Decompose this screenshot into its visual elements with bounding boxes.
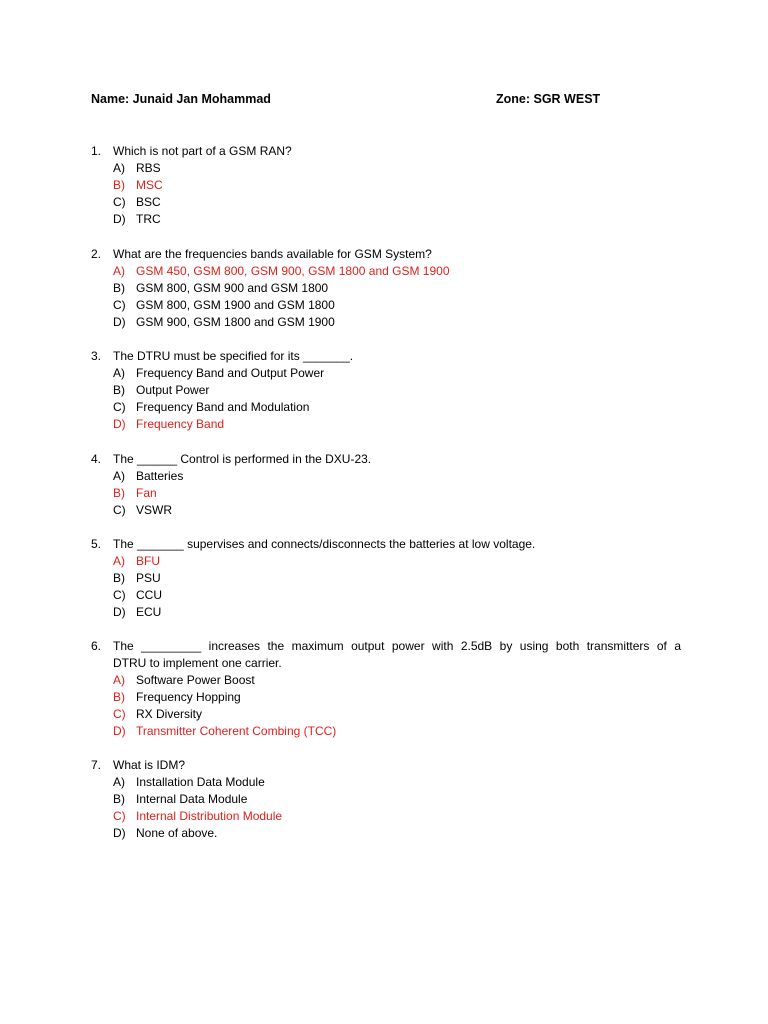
option-d <box>91 211 681 228</box>
option-text: Frequency Band and Modulation <box>136 400 310 414</box>
option-a <box>91 774 681 791</box>
option-letter: B) <box>113 486 125 500</box>
option-a-marked-answer <box>91 263 681 280</box>
option-text: Transmitter Coherent Combing (TCC) <box>136 724 337 738</box>
option-letter: B) <box>113 383 125 397</box>
question-number: 1. <box>91 144 102 158</box>
option-letter: C) <box>113 400 126 414</box>
option-text: GSM 800, GSM 900 and GSM 1800 <box>136 281 329 295</box>
option-a-marked-answer <box>91 553 681 570</box>
option-text: TRC <box>136 212 161 226</box>
option-c <box>91 706 681 723</box>
option-letter: C) <box>113 809 126 823</box>
option-letter: A) <box>113 673 125 687</box>
option-text: Internal Data Module <box>136 792 248 806</box>
question-number: 2. <box>91 247 102 261</box>
option-text: Batteries <box>136 469 184 483</box>
question-text: The DTRU must be specified for its _______. <box>113 349 354 363</box>
question-5 <box>91 536 681 621</box>
student-name: Name: Junaid Jan Mohammad <box>91 92 271 106</box>
option-letter: C) <box>113 707 126 721</box>
option-text: BFU <box>136 554 160 568</box>
option-text: GSM 800, GSM 1900 and GSM 1800 <box>136 298 335 312</box>
option-letter: D) <box>113 315 126 329</box>
question-text: The _______ supervises and connects/disconnects the batteries at low voltage. <box>113 537 536 551</box>
option-c <box>91 297 681 314</box>
question-2 <box>91 246 681 331</box>
question-number: 4. <box>91 452 102 466</box>
option-c <box>91 502 681 519</box>
option-letter: C) <box>113 503 126 517</box>
question-number: 6. <box>91 639 102 653</box>
option-d <box>91 314 681 331</box>
option-letter: D) <box>113 724 126 738</box>
option-letter: A) <box>113 366 125 380</box>
option-text: MSC <box>136 178 163 192</box>
option-c <box>91 194 681 211</box>
zone-label: Zone: SGR WEST <box>496 92 601 106</box>
question-text-line-2: DTRU to implement one carrier. <box>113 656 282 670</box>
option-text: Frequency Band and Output Power <box>136 366 325 380</box>
option-letter: B) <box>113 690 125 704</box>
option-text: Internal Distribution Module <box>136 809 283 823</box>
option-a <box>91 160 681 177</box>
option-d <box>91 825 681 842</box>
option-letter: D) <box>113 605 126 619</box>
question-text-line-1: The _________ increases the maximum output power with 2.5dB by using both transmitters of a <box>113 639 681 653</box>
option-letter: B) <box>113 792 125 806</box>
option-text: RBS <box>136 161 161 175</box>
question-stem <box>91 638 681 655</box>
option-a <box>91 672 681 689</box>
option-b <box>91 570 681 587</box>
option-letter: A) <box>113 264 125 278</box>
option-letter: B) <box>113 178 125 192</box>
question-stem <box>91 757 681 774</box>
page-header <box>91 92 691 109</box>
question-stem <box>91 348 681 365</box>
option-c-marked-answer <box>91 808 681 825</box>
option-c <box>91 587 681 604</box>
option-b <box>91 791 681 808</box>
option-b-marked-answer <box>91 485 681 502</box>
option-text: Software Power Boost <box>136 673 255 687</box>
option-text: Output Power <box>136 383 210 397</box>
question-number: 7. <box>91 758 102 772</box>
option-b <box>91 689 681 706</box>
option-text: RX Diversity <box>136 707 203 721</box>
option-text: ECU <box>136 605 162 619</box>
option-letter: C) <box>113 298 126 312</box>
option-letter: A) <box>113 161 125 175</box>
option-text: GSM 900, GSM 1800 and GSM 1900 <box>136 315 335 329</box>
option-letter: A) <box>113 469 125 483</box>
question-3 <box>91 348 681 433</box>
option-text: CCU <box>136 588 162 602</box>
question-text: The ______ Control is performed in the DXU-23. <box>113 452 372 466</box>
option-letter: B) <box>113 571 125 585</box>
option-letter: A) <box>113 554 125 568</box>
option-d-marked-answer <box>91 723 681 740</box>
option-d-marked-answer <box>91 416 681 433</box>
option-letter: B) <box>113 281 125 295</box>
option-text: Frequency Band <box>136 417 225 431</box>
option-text: Fan <box>136 486 157 500</box>
option-text: GSM 450, GSM 800, GSM 900, GSM 1800 and GSM 1900 <box>136 264 450 278</box>
question-4 <box>91 451 681 519</box>
question-stem <box>91 536 681 553</box>
option-b <box>91 280 681 297</box>
option-text: Installation Data Module <box>136 775 265 789</box>
option-text: None of above. <box>136 826 218 840</box>
option-text: VSWR <box>136 503 172 517</box>
option-b-marked-answer <box>91 177 681 194</box>
option-a <box>91 468 681 485</box>
question-stem-continued <box>91 655 681 672</box>
option-letter: D) <box>113 826 126 840</box>
option-letter: D) <box>113 212 126 226</box>
question-text: What is IDM? <box>113 758 186 772</box>
option-letter: C) <box>113 195 126 209</box>
option-letter: C) <box>113 588 126 602</box>
option-letter: A) <box>113 775 125 789</box>
question-stem <box>91 143 681 160</box>
question-stem <box>91 246 681 263</box>
question-number: 3. <box>91 349 102 363</box>
question-stem <box>91 451 681 468</box>
question-text: What are the frequencies bands available for GSM System? <box>113 247 432 261</box>
option-text: PSU <box>136 571 161 585</box>
option-c <box>91 399 681 416</box>
option-text: Frequency Hopping <box>136 690 241 704</box>
question-6 <box>91 638 681 740</box>
option-d <box>91 604 681 621</box>
question-1 <box>91 143 681 228</box>
option-text: BSC <box>136 195 161 209</box>
option-a <box>91 365 681 382</box>
question-number: 5. <box>91 537 102 551</box>
option-b <box>91 382 681 399</box>
question-7 <box>91 757 681 842</box>
question-text: Which is not part of a GSM RAN? <box>113 144 292 158</box>
option-letter: D) <box>113 417 126 431</box>
